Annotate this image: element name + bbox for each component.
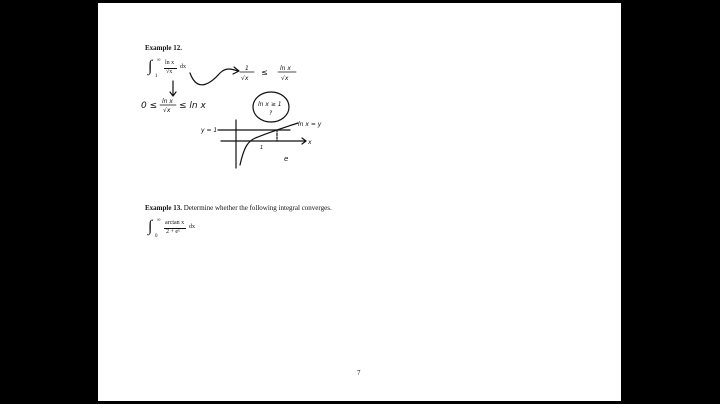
integral-upper-limit: ∞ xyxy=(157,218,161,223)
comparison-right-numerator: ln x xyxy=(280,65,291,72)
comparison-right-denominator: √x xyxy=(281,75,289,82)
handwritten-annotations xyxy=(98,3,621,401)
integrand-denominator: 2 + eˣ xyxy=(166,229,180,235)
bubble-text: ln x ≥ 1 xyxy=(258,101,282,108)
document-page xyxy=(98,3,621,401)
graph-tick-1: 1 xyxy=(260,145,264,151)
integral-sign: ∫ xyxy=(148,218,153,235)
example-13-heading: Example 13. xyxy=(145,204,182,212)
curved-arrow xyxy=(190,69,238,85)
comparison-left-numerator: 1 xyxy=(245,65,249,72)
graph-ln-curve xyxy=(240,123,298,165)
integral-upper-limit: ∞ xyxy=(157,58,161,63)
comparison-left-denominator: √x xyxy=(241,75,249,82)
integral-lower-limit: 1 xyxy=(155,74,158,79)
bound-left: 0 ≤ xyxy=(141,101,158,111)
integrand-numerator: arctan x xyxy=(165,220,185,226)
bound-right: ≤ ln x xyxy=(179,101,206,111)
page-number: 7 xyxy=(357,369,361,377)
comparison-le: ≤ xyxy=(261,68,268,77)
integrand-numerator: ln x xyxy=(165,60,175,66)
graph-curve-label: ln x = y xyxy=(298,121,322,128)
bound-numerator: ln x xyxy=(162,98,173,105)
graph-y-label: y = 1 xyxy=(201,127,218,134)
example-12-heading: Example 12. xyxy=(145,44,182,52)
example-13-prompt: Determine whether the following integral converges. xyxy=(183,204,332,212)
integral-differential: dx xyxy=(189,224,195,230)
integral-lower-limit: 0 xyxy=(155,234,158,239)
integral-sign: ∫ xyxy=(148,58,153,75)
bubble-question: ? xyxy=(269,110,273,117)
integral-differential: dx xyxy=(180,64,186,70)
bound-denominator: √x xyxy=(163,107,171,114)
graph-e-label: e xyxy=(284,155,289,163)
graph-x-label: x xyxy=(308,139,312,146)
integrand-denominator: √x xyxy=(166,69,173,75)
